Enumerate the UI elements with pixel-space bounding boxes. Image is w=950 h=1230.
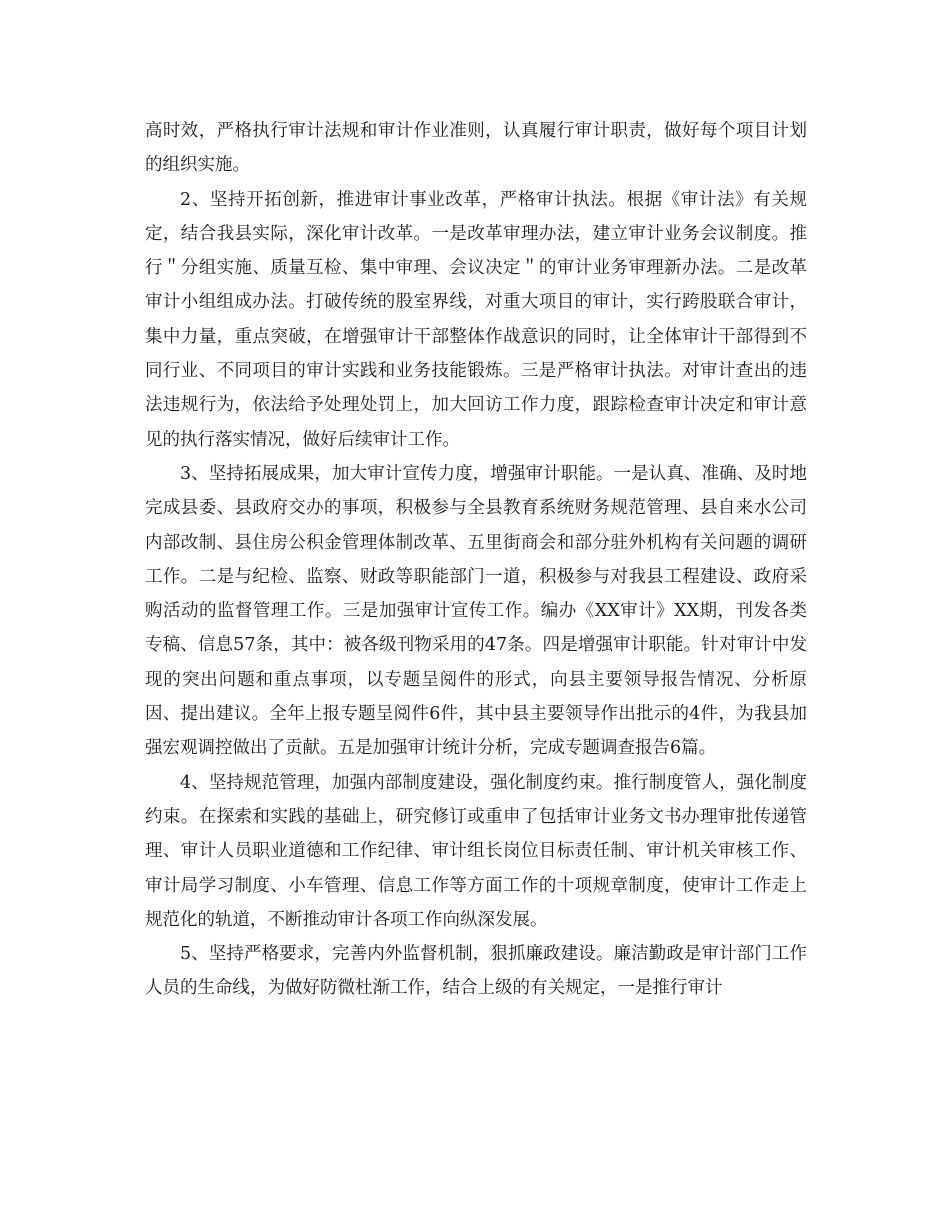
paragraph-item-4: 4、坚持规范管理，加强内部制度建设，强化制度约束。推行制度管人，强化制度约束。在探索和实践的基础上，研究修订或重申了包括审计业务文书办理审批传递管理、审计人员职业道德和工作纪律、审计组长岗位目标责任制、审计机关审核工作、审计局学习制度、小车管理、信息工作等方面工作的十项规章制度，使审计工作走上规范化的轨道，不断推动审计各项工作向纵深发展。	[145, 772, 807, 930]
paragraph-item-3: 3、坚持拓展成果，加大审计宣传力度，增强审计职能。一是认真、准确、及时地完成县委、县政府交办的事项，积极参与全县教育系统财务规范管理、县自来水公司内部改制、县住房公积金管理体制改革、五里街商会和部分驻外机构有关问题的调研工作。二是与纪检、监察、财政等职能部门一道，积极参与对我县工程建设、政府采购活动的监督管理工作。三是加强审计宣传工作。编办《XX审计》XX期，刊发各类专稿、信息57条，其中：被各级刊物采用的47条。四是增强审计职能。针对审计中发现的突出问题和重点事项，以专题呈阅件的形式，向县主要领导报告情况、分析原因、提出建议。全年上报专题呈阅件6件，其中县主要领导作出批示的4件，为我县加强宏观调控做出了贡献。五是加强审计统计分析，完成专题调查报告6篇。	[145, 463, 807, 759]
paragraph-item-2: 2、坚持开拓创新，推进审计事业改革，严格审计执法。根据《审计法》有关规定，结合我县实际，深化审计改革。一是改革审理办法，建立审计业务会议制度。推行＂分组实施、质量互检、集中审理、会议决定＂的审计业务审理新办法。二是改革审计小组组成办法。打破传统的股室界线，对重大项目的审计，实行跨股联合审计，集中力量，重点突破，在增强审计干部整体作战意识的同时，让全体审计干部得到不同行业、不同项目的审计实践和业务技能锻炼。三是严格审计执法。对审计查出的违法违规行为，依法给予处理处罚上，加大回访工作力度，跟踪检查审计决定和审计意见的执行落实情况，做好后续审计工作。	[145, 189, 807, 450]
paragraph-continuation: 高时效，严格执行审计法规和审计作业准则，认真履行审计职责，做好每个项目计划的组织实施。	[145, 121, 807, 176]
document-body	[145, 114, 807, 1006]
paragraph-item-5: 5、坚持严格要求，完善内外监督机制，狠抓廉政建设。廉洁勤政是审计部门工作人员的生命线，为做好防微杜渐工作，结合上级的有关规定，一是推行审计	[145, 944, 807, 999]
